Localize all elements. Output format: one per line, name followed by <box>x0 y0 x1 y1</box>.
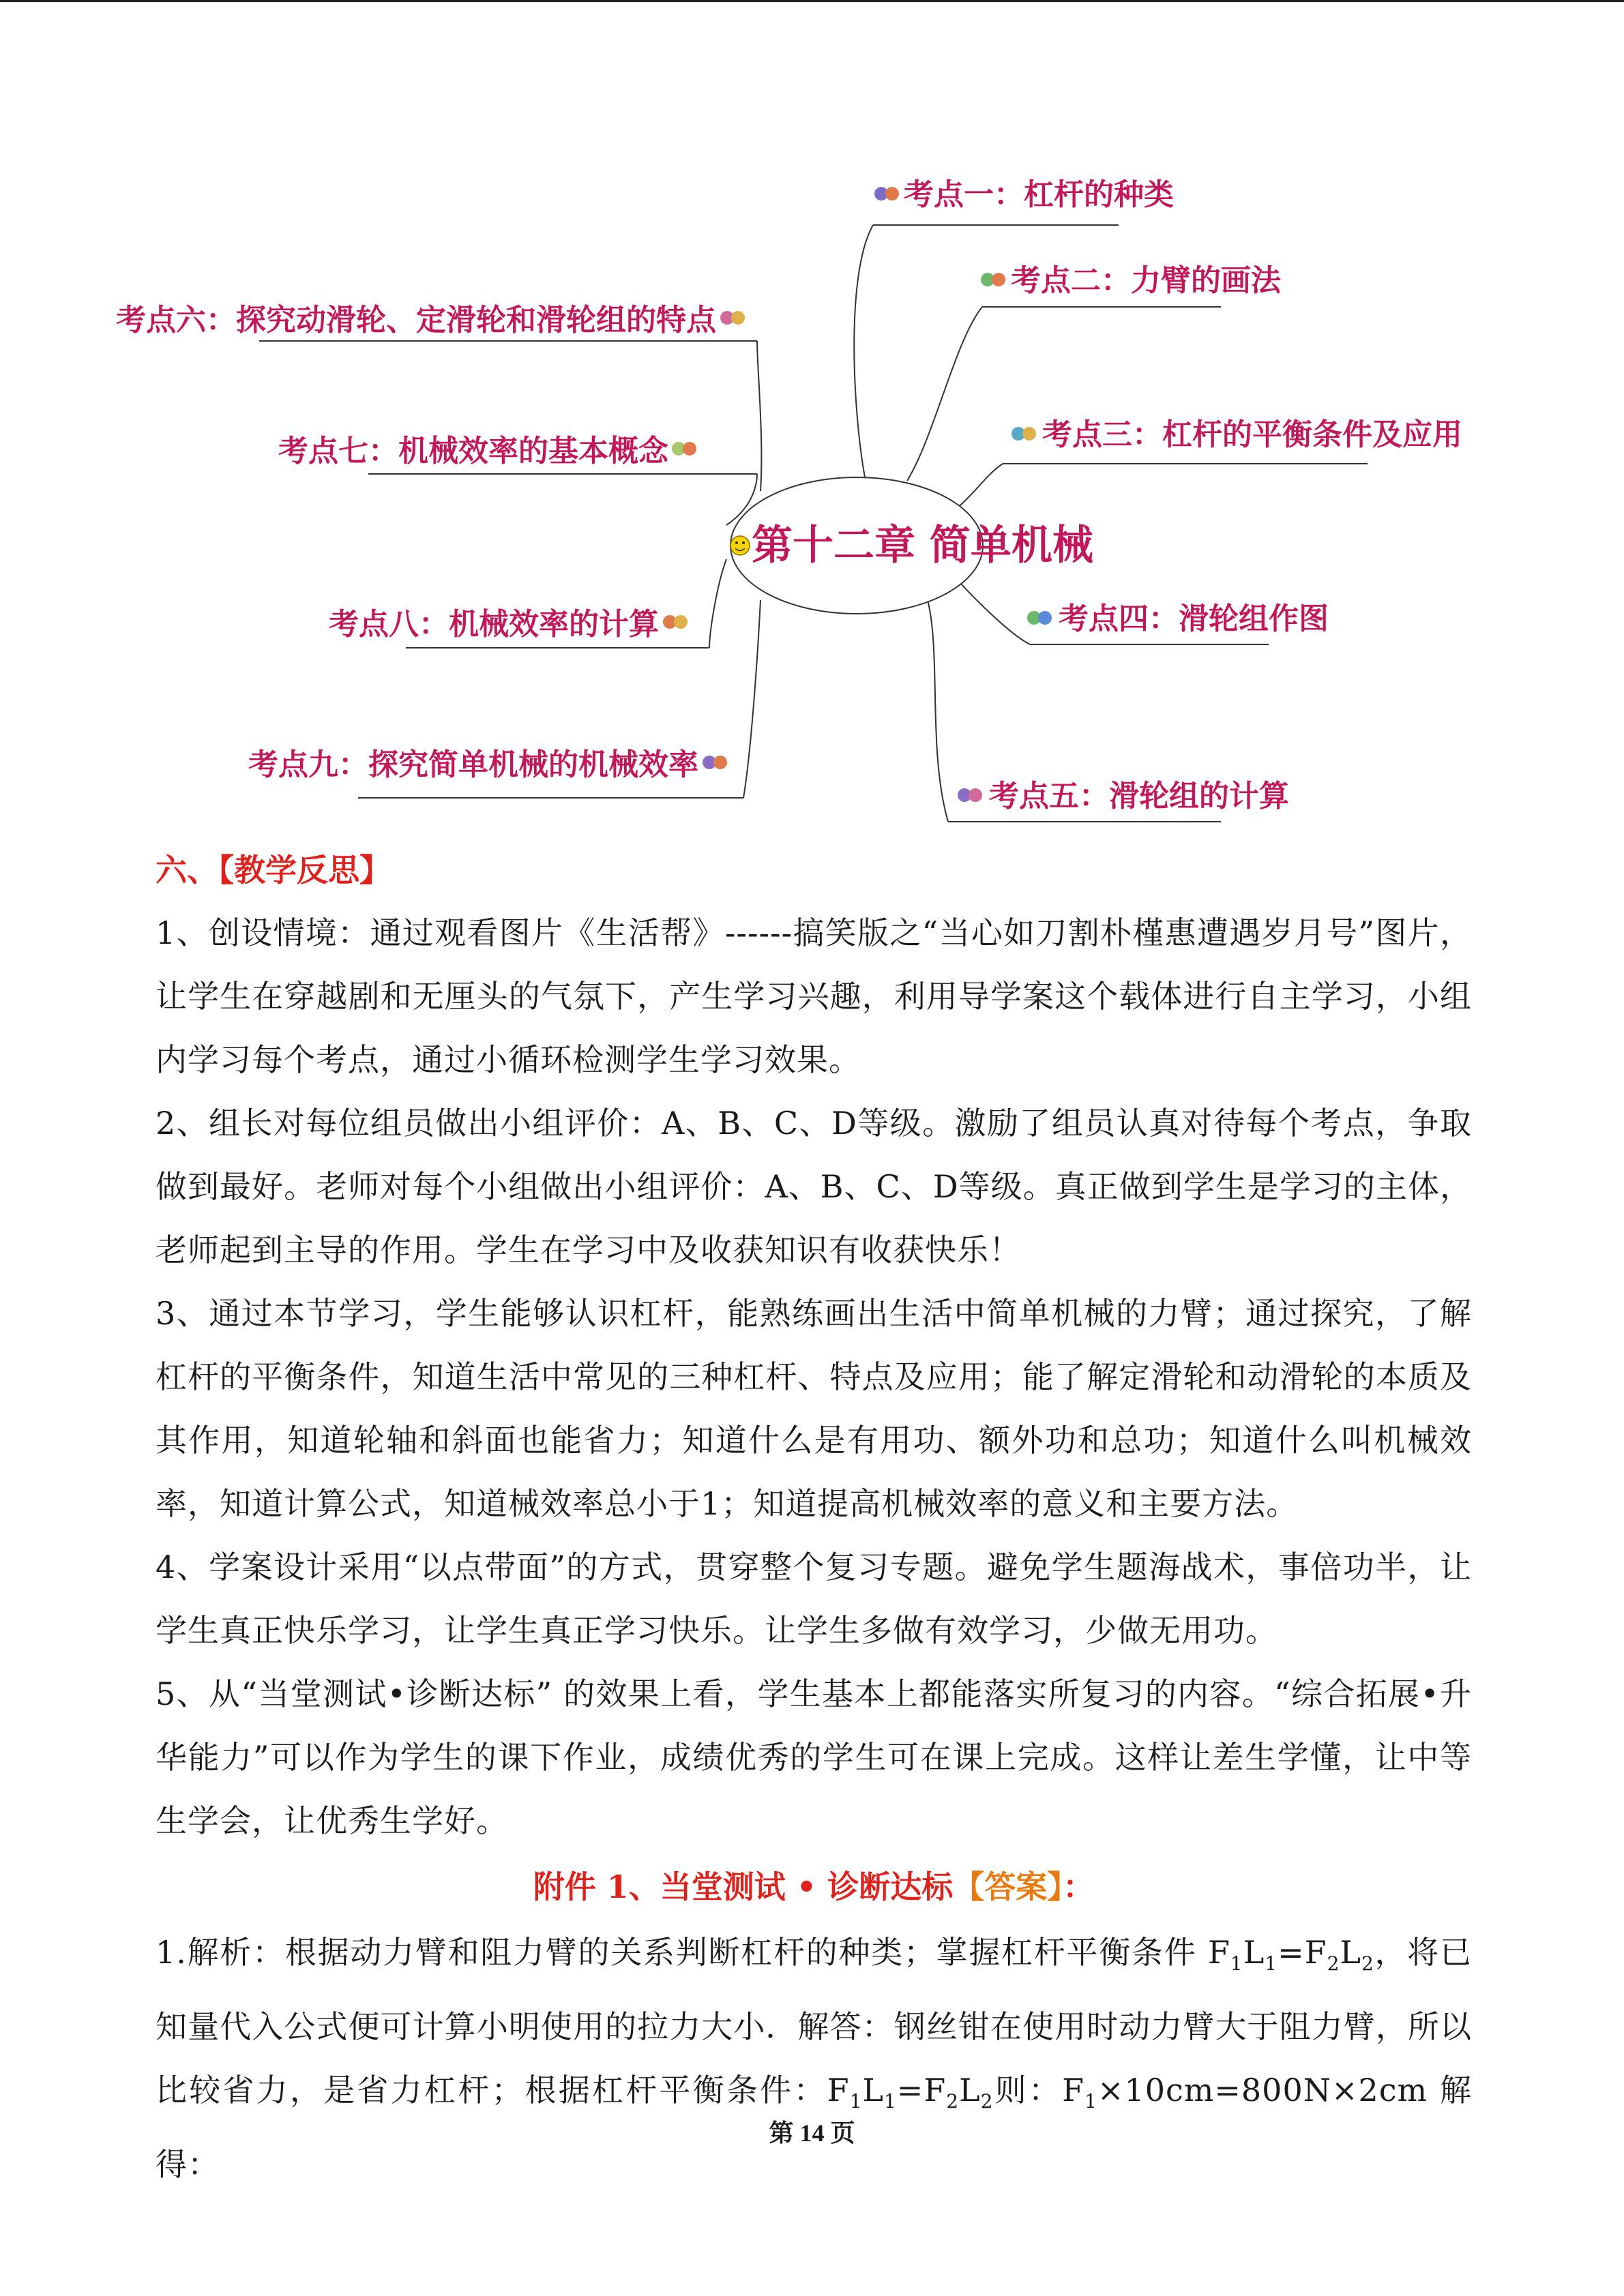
paragraph-5: 5、从“当堂测试•诊断达标” 的效果上看，学生基本上都能落实所复习的内容。“综合拓展•升华能力”可以作为学生的课下作业，成绩优秀的学生可在课上完成。这样让差生学懂，让中等生学会，让优秀生学好。 <box>156 1675 1472 1839</box>
number-badge-icon <box>672 442 696 456</box>
number-badge-icon <box>1027 611 1052 625</box>
node-k2-label: 考点二：力臂的画法 <box>1011 263 1281 298</box>
section-heading: 六、【教学反思】 <box>156 852 391 889</box>
node-k1-label: 考点一：杠杆的种类 <box>904 177 1174 212</box>
annex-title <box>156 1853 1472 1921</box>
annex-title-answer: 【答案】 <box>953 1868 1063 1905</box>
answer-paragraph-1: 1.解析：根据动力臂和阻力臂的关系判断杠杆的种类；掌握杠杆平衡条件 $F_1L_1=F_2L_2$，将已知量代入公式便可计算小明使用的拉力大小．解答：钢丝钳在使用时动力臂大于阻力臂，所以比较省力，是省力杠杆；根据杠杆平衡条件：$F_1L_1=F_2L_2$则：$F_1\times 10cm=800N\times 2cm$ 解得： <box>156 1934 1473 2183</box>
node-k6 <box>116 303 745 338</box>
node-k1 <box>874 177 1174 212</box>
number-badge-icon <box>958 788 982 802</box>
paragraph-3: 3、通过本节学习，学生能够认识杠杆，能熟练画出生活中简单机械的力臂；通过探究，了解杠杆的平衡条件，知道生活中常见的三种杠杆、特点及应用；能了解定滑轮和动滑轮的本质及其作用，知道轮轴和斜面也能省力；知道什么是有用功、额外功和总功；知道什么叫机械效率，知道计算公式，知道械效率总小于1；知道提高机械效率的意义和主要方法。 <box>156 1295 1472 1522</box>
document-body <box>156 839 1472 2196</box>
node-k3 <box>1012 417 1462 452</box>
annex-title-main: 附件 1、当堂测试 • 诊断达标 <box>533 1868 954 1905</box>
number-badge-icon <box>663 615 688 629</box>
page-number: 第 14 页 <box>769 2119 855 2147</box>
number-badge-icon <box>981 273 1005 286</box>
center-title: 第十二章 简单机械 <box>752 522 1093 569</box>
smiley-icon <box>730 536 750 555</box>
annex-title-tail: ： <box>1063 1868 1095 1905</box>
node-k4-label: 考点四：滑轮组作图 <box>1059 601 1329 636</box>
node-k3-label: 考点三：杠杆的平衡条件及应用 <box>1042 417 1462 452</box>
node-k5-label: 考点五：滑轮组的计算 <box>989 779 1289 814</box>
node-k9-label: 考点九：探究简单机械的机械效率 <box>248 747 698 782</box>
node-k5 <box>958 779 1289 814</box>
number-badge-icon <box>1012 427 1036 441</box>
number-badge-icon <box>874 187 899 200</box>
number-badge-icon <box>720 311 745 325</box>
paragraph-2: 2、组长对每位组员做出小组评价：A、B、C、D等级。激励了组员认真对待每个考点，争取做到最好。老师对每个小组做出小组评价：A、B、C、D等级。真正做到学生是学习的主体，老师起到主导的作用。学生在学习中及收获知识有收获快乐！ <box>156 1105 1472 1268</box>
node-k8-label: 考点八：机械效率的计算 <box>329 607 659 642</box>
paragraph-1: 1、创设情境：通过观看图片《生活帮》------搞笑版之“当心如刀割朴槿惠遭遇岁月号”图片，让学生在穿越剧和无厘头的气氛下，产生学习兴趣，利用导学案这个载体进行自主学习，小组内学习每个考点，通过小循环检测学生学习效果。 <box>156 914 1472 1078</box>
node-k7 <box>278 434 696 468</box>
node-k8 <box>329 607 688 642</box>
node-k7-label: 考点七：机械效率的基本概念 <box>278 434 668 468</box>
node-k9 <box>248 747 727 782</box>
number-badge-icon <box>703 756 727 769</box>
node-k6-label: 考点六：探究动滑轮、定滑轮和滑轮组的特点 <box>116 303 716 338</box>
node-k2 <box>981 263 1282 298</box>
node-k4 <box>1027 601 1329 636</box>
paragraph-4: 4、学案设计采用“以点带面”的方式，贯穿整个复习专题。避免学生题海战术，事倍功半，让学生真正快乐学习，让学生真正学习快乐。让学生多做有效学习，少做无用功。 <box>156 1549 1472 1649</box>
mind-map <box>0 0 1624 859</box>
